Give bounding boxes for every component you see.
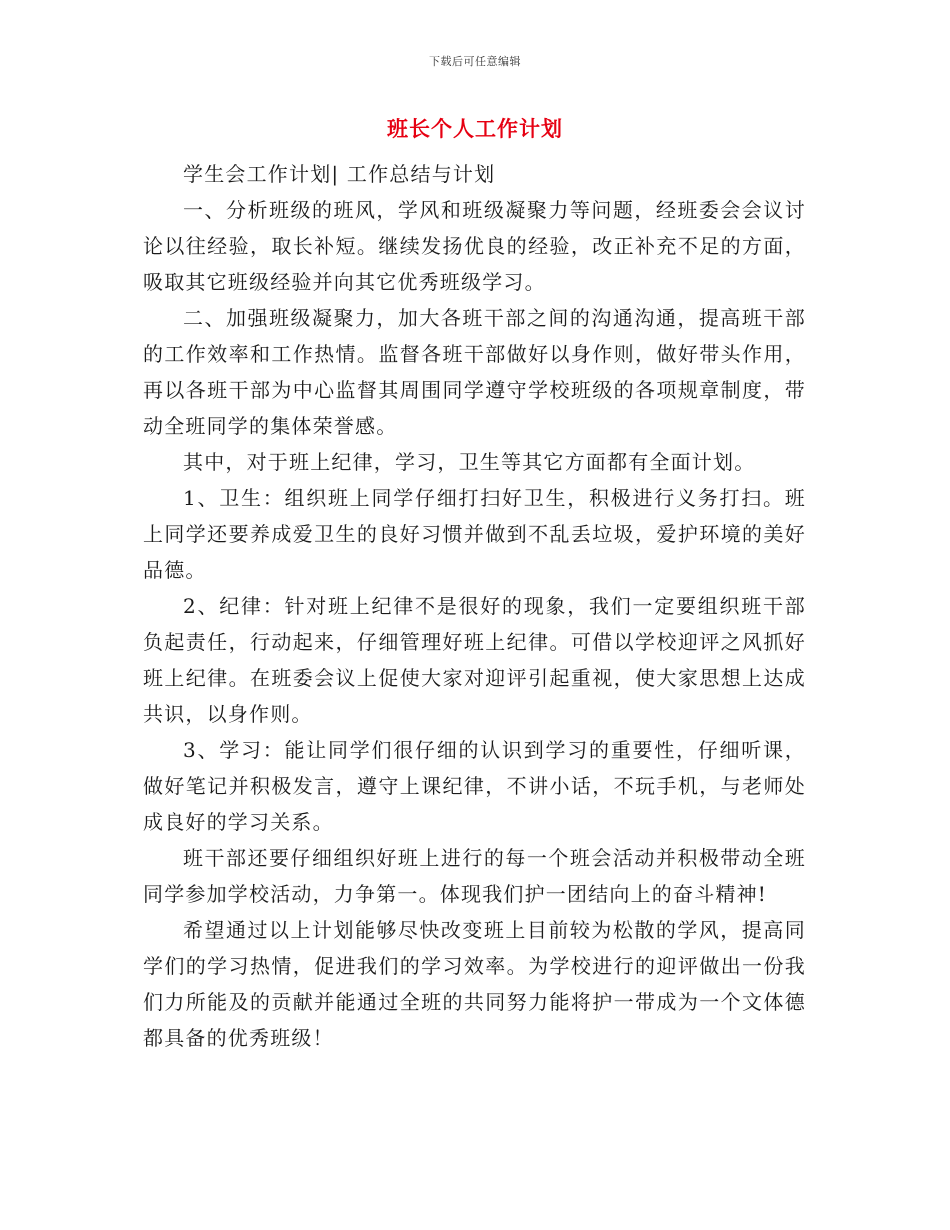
paragraph-analysis: 一、分析班级的班风，学风和班级凝聚力等问题，经班委会会议讨论以往经验，取长补短。继续发扬优良的经验，改正补充不足的方面，吸取其它班级经验并向其它优秀班级学习。 [143,198,806,294]
paragraph-activities: 班干部还要仔细组织好班上进行的每一个班会活动并积极带动全班同学参加学校活动，力争第一。体现我们护一团结向上的奋斗精神! [143,846,806,906]
document-title: 班长个人工作计划 [387,116,563,141]
paragraph-overview: 其中，对于班上纪律，学习，卫生等其它方面都有全面计划。 [183,450,756,474]
paragraph-discipline: 2、纪律：针对班上纪律不是很好的现象，我们一定要组织班干部负起责任，行动起来，仔细管理好班上纪律。可借以学校迎评之风抓好班上纪律。在班委会议上促使大家对迎评引起重视，使大家思想上达成共识，以身作则。 [143,594,806,726]
paragraph-conclusion: 希望通过以上计划能够尽快改变班上目前较为松散的学风，提高同学们的学习热情，促进我们的学习效率。为学校进行的迎评做出一份我们力所能及的贡献并能通过全班的共同努力能将护一带成为一个文体德都具备的优秀班级！ [143,918,806,1050]
paragraph-hygiene: 1、卫生：组织班上同学仔细打扫好卫生，积极进行义务打扫。班上同学还要养成爱卫生的良好习惯并做到不乱丢垃圾，爱护环境的美好品德。 [143,486,806,582]
header-note: 下载后可任意编辑 [429,55,521,68]
paragraph-subtitle: 学生会工作计划| 工作总结与计划 [183,162,496,186]
document-body [143,156,806,1056]
paragraph-study: 3、学习：能让同学们很仔细的认识到学习的重要性，仔细听课，做好笔记并积极发言，遵守上课纪律，不讲小话，不玩手机，与老师处成良好的学习关系。 [143,738,806,834]
paragraph-cohesion: 二、加强班级凝聚力，加大各班干部之间的沟通沟通，提高班干部的工作效率和工作热情。监督各班干部做好以身作则，做好带头作用，再以各班干部为中心监督其周围同学遵守学校班级的各项规章制度，带动全班同学的集体荣誉感。 [143,306,806,438]
